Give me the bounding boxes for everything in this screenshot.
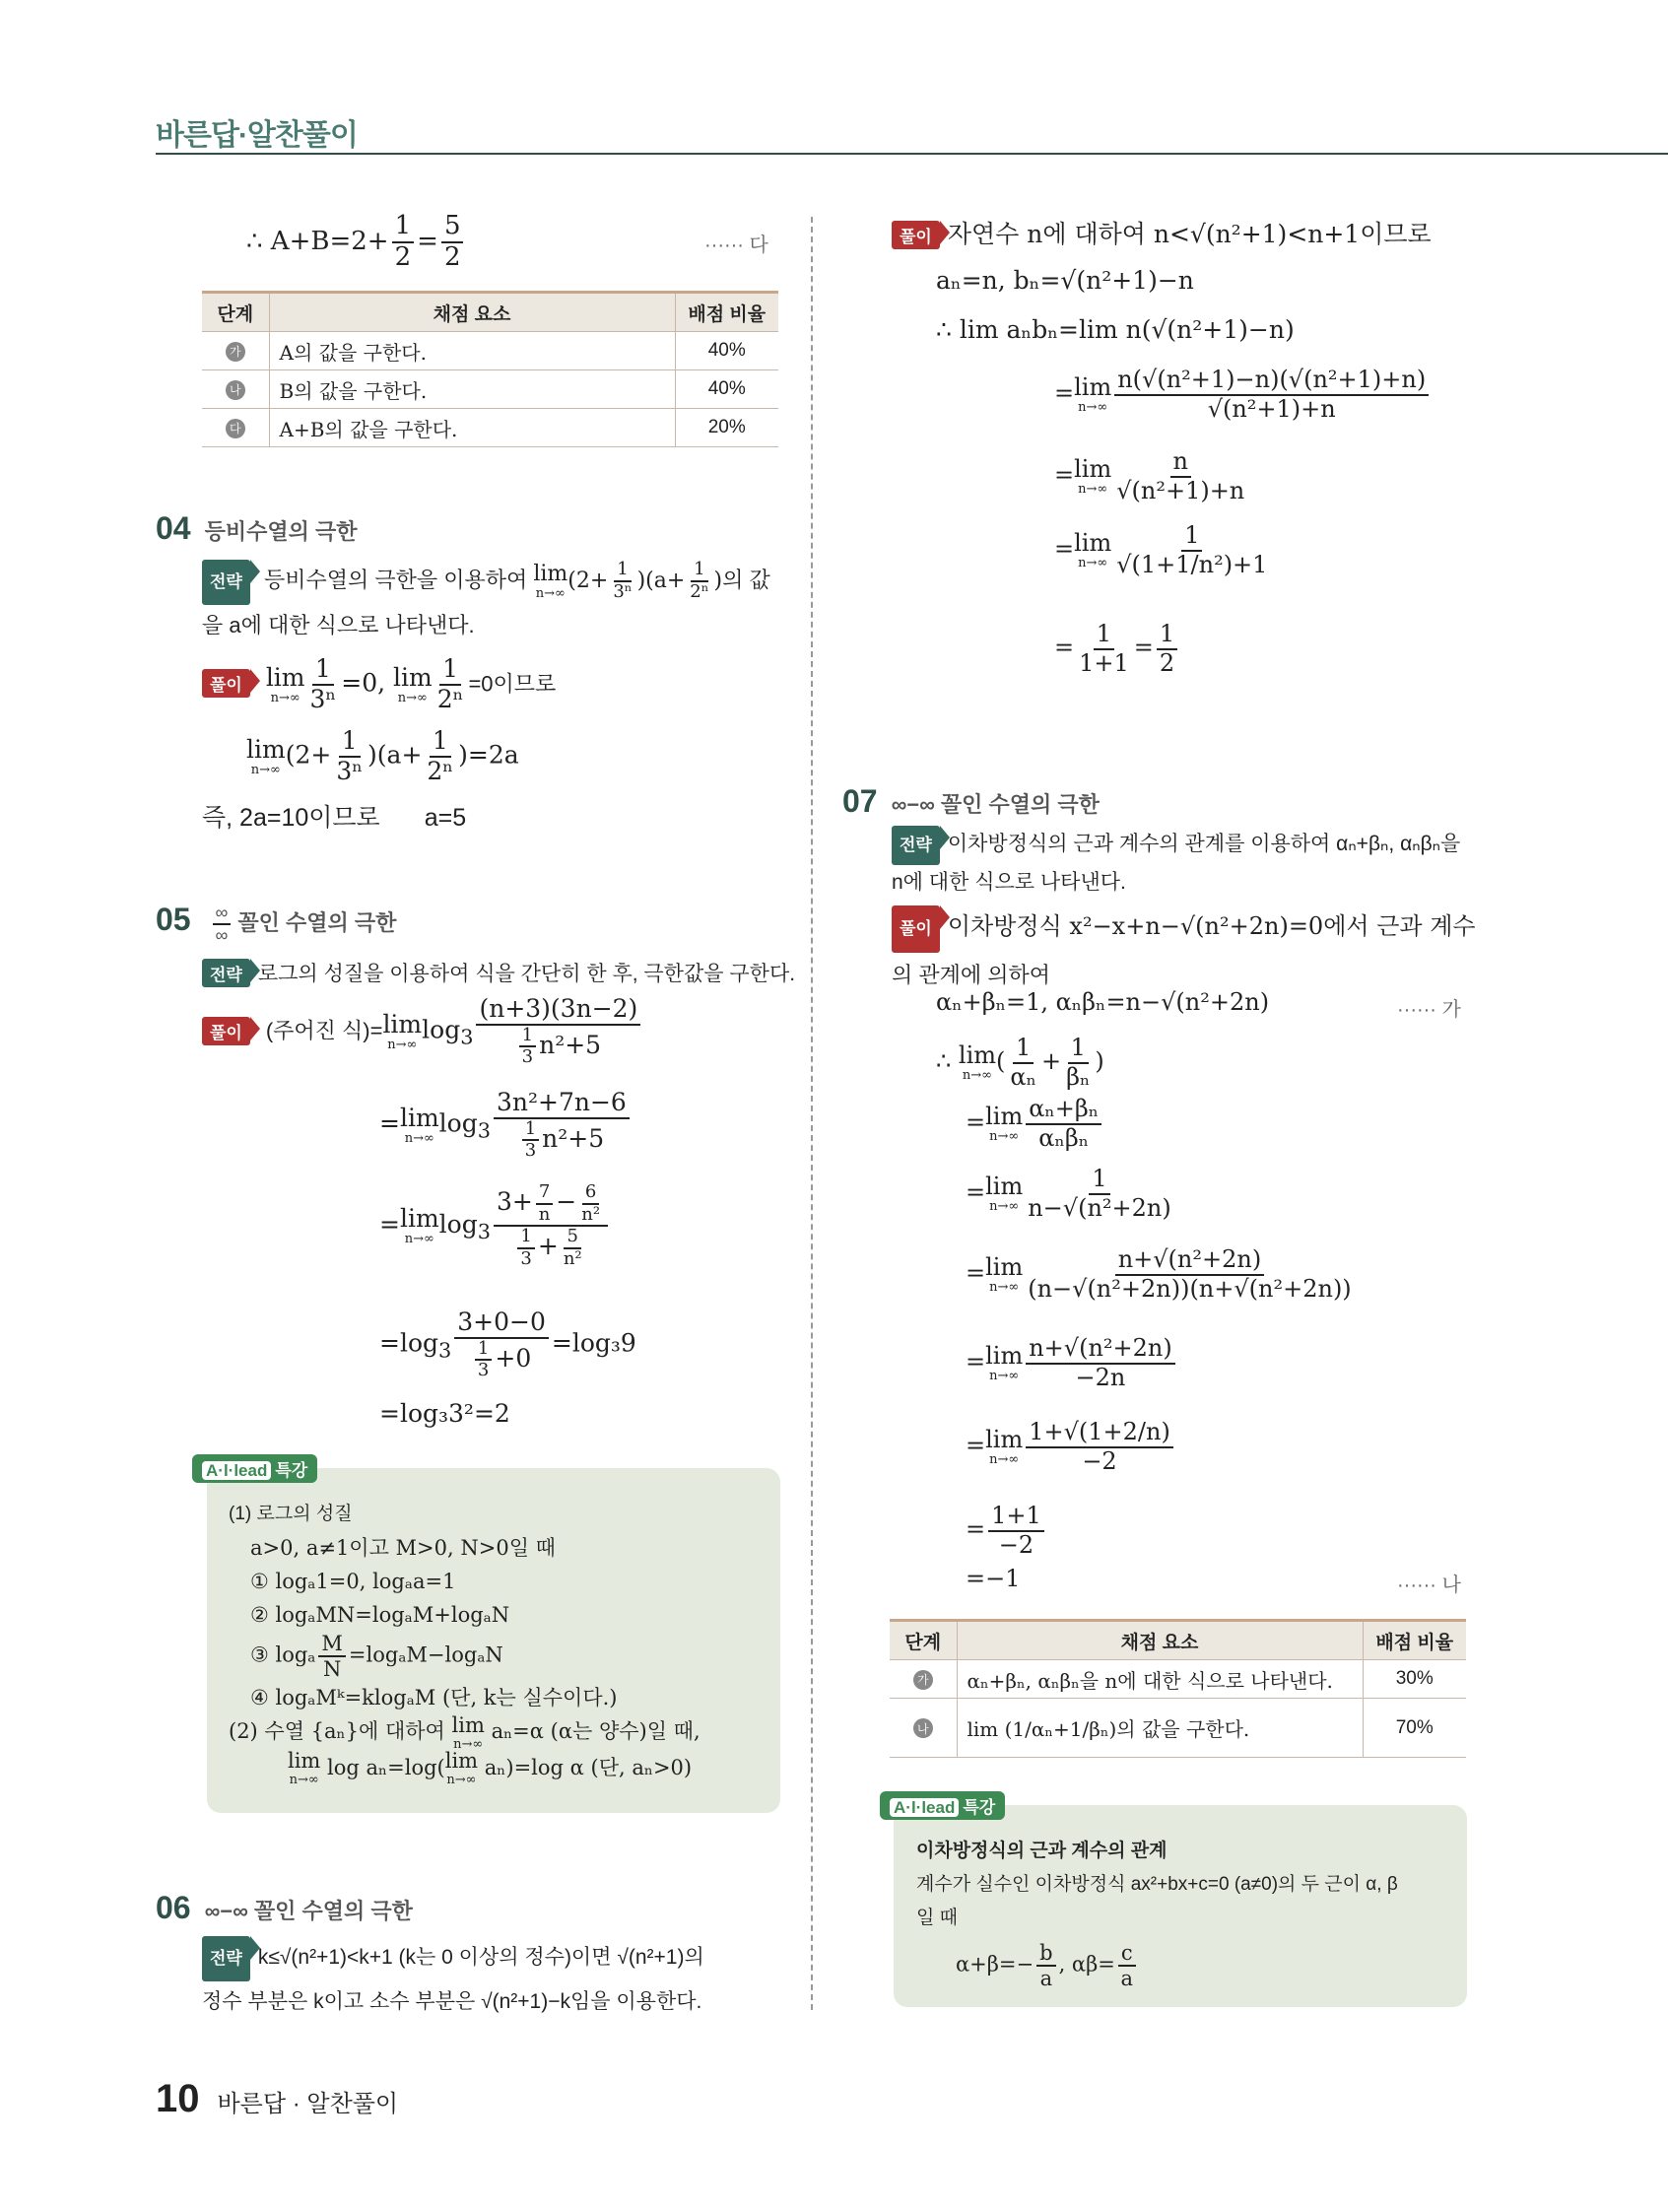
section-06-sol-4: =lim n→∞ $\frac{\text{n(√(n²+1)−n)(√(n²+1)+n)}}{\text{√(n²+1)+n}}$ bbox=[1054, 367, 1432, 423]
table-row bbox=[890, 1699, 1466, 1758]
table-cell: A의 값을 구한다. bbox=[269, 332, 675, 370]
col-pct: 배점 비율 bbox=[1363, 1621, 1466, 1660]
section-07-e2: =lim n→∞ $\frac{1}{\text{n−√(n²+2n)}}$ bbox=[966, 1165, 1171, 1222]
tip-content-roots: 이차방정식의 근과 계수의 관계 계수가 실수인 이차방정식 ax²+bx+c=0 (a≠0)의 두 근이 α, β 일 때 α+β=− $\frac{b}{a}$ , αβ= $\frac{c}{a}$ bbox=[916, 1841, 1398, 1991]
section-04-sol-3: 즉, 2a=10이므로 a=5 bbox=[202, 804, 467, 832]
section-04-sol-2: lim n→∞ (2+ $\frac{1}{\text{3ⁿ}}$ )(a+ $\frac{1}{\text{2ⁿ}}$ )=2a bbox=[246, 726, 519, 785]
section-04-heading bbox=[156, 510, 357, 547]
section-06-sol-2: aₙ=n, bₙ=√(n²+1)−n bbox=[936, 266, 1194, 295]
section-07-sol-2: αₙ+βₙ=1, αₙβₙ=n−√(n²+2n) bbox=[936, 988, 1270, 1016]
strategy-tag: 전략 bbox=[892, 826, 940, 865]
section-title: 등비수열의 극한 bbox=[204, 519, 358, 544]
section-05-sol-4: $=\log_3$ 3+0−0 $\frac{1}{3}$ +0 =log₃9 bbox=[379, 1307, 636, 1381]
step-circle: 가 bbox=[226, 342, 245, 362]
step-marker-na: ······ 나 bbox=[1397, 1575, 1461, 1596]
table-row bbox=[202, 370, 778, 409]
tip-label: A·l·lead 특강 bbox=[880, 1791, 1005, 1820]
col-item: 채점 요소 bbox=[957, 1621, 1363, 1660]
section-06-sol-7: = $\frac{1}{1+1}$ = $\frac{1}{2}$ bbox=[1054, 621, 1180, 677]
table-cell: 40% bbox=[675, 370, 778, 409]
step-circle: 가 bbox=[913, 1670, 933, 1690]
section-05-sol-3: =lim n→∞ $\log_3$ 3+ $\frac{7}{n}$ − $\frac{6}{\text{n²}}$ $\frac{1}{3}$ + $\frac{5}{\text{n²}}$ bbox=[379, 1182, 611, 1270]
header-rule bbox=[156, 153, 1668, 155]
section-06-heading bbox=[156, 1890, 413, 1926]
table-cell: 40% bbox=[675, 332, 778, 370]
table-cell: 20% bbox=[675, 409, 778, 447]
table-row bbox=[890, 1660, 1466, 1699]
table-cell: αₙ+βₙ, αₙβₙ을 n에 대한 식으로 나타낸다. bbox=[957, 1660, 1363, 1699]
solution-tag: 풀이 bbox=[202, 669, 250, 698]
column-divider bbox=[811, 217, 813, 2010]
step-marker-ga: ······ 가 bbox=[1397, 999, 1461, 1021]
strategy-tag: 전략 bbox=[202, 1936, 250, 1981]
section-04-strategy: 전략 등비수열의 극한을 이용하여 lim n→∞ (2+ $\frac{1}{\text{3ⁿ}}$ )(a+ $\frac{1}{\text{2ⁿ}}$ )의 값 을 a에 대한 식으로 나타낸다. bbox=[202, 559, 770, 637]
strategy-formula: lim n→∞ (2+ $\frac{1}{\text{3ⁿ}}$ )(a+ $\frac{1}{\text{2ⁿ}}$ ) bbox=[533, 559, 723, 602]
tip-content-log: (1) 로그의 성질 a>0, a≠1이고 M>0, N>0일 때 ① logₐ1=0, logₐa=1 ② logₐMN=logₐM+logₐN ③ logₐ $\frac{M}{N}$ =logₐM−logₐN ④ logₐMᵏ=klogₐM (단, k는 실수이다.) (2) 수열 {aₙ}에 대하여 lim n→∞ aₙ=α (α는 양수)일 때, lim n→∞ log aₙ=log(lim n→∞ aₙ)=log α (단, aₙ>0) bbox=[229, 1504, 701, 1788]
section-07-e4: =lim n→∞ $\frac{\text{n+√(n²+2n)}}{-2n}$ bbox=[966, 1335, 1178, 1391]
solution-tag: 풀이 bbox=[892, 221, 940, 249]
section-06-sol-6: =lim n→∞ $\frac{1}{\text{√(1+1/n²)+1}}$ bbox=[1054, 521, 1268, 578]
section-07-sol-1: 풀이 이차방정식 x²−x+n−√(n²+2n)=0에서 근과 계수 의 관계에 의하여 bbox=[892, 905, 1483, 997]
section-number: 05 bbox=[156, 902, 191, 937]
section-05-strategy: 전략 로그의 성질을 이용하여 식을 간단히 한 후, 극한값을 구한다. bbox=[202, 958, 795, 987]
solution-tag: 풀이 bbox=[202, 1017, 250, 1045]
section-06-strategy: 전략 k≤√(n²+1)<k+1 (k는 0 이상의 정수)이면 √(n²+1)의 정수 부분은 k이고 소수 부분은 √(n²+1)−k임을 이용한다. bbox=[202, 1936, 793, 2023]
grading-table-1 bbox=[202, 291, 778, 447]
table-cell: B의 값을 구한다. bbox=[269, 370, 675, 409]
col-pct: 배점 비율 bbox=[675, 293, 778, 332]
strategy-tag: 전략 bbox=[202, 959, 250, 987]
header-title: 바른답·알찬풀이 bbox=[156, 119, 358, 152]
table-header-row bbox=[890, 1621, 1466, 1660]
section-05-sol-5: =log₃3²=2 bbox=[379, 1399, 510, 1428]
section-07-strategy: 전략 이차방정식의 근과 계수의 관계를 이용하여 αₙ+βₙ, αₙβₙ을 n에 대한 식으로 나타낸다. bbox=[892, 826, 1483, 901]
solution-tag: 풀이 bbox=[892, 905, 940, 953]
section-07-e1: =lim n→∞ $\frac{\text{αₙ+βₙ}}{\text{αₙβₙ}}$ bbox=[966, 1096, 1104, 1152]
section-05-heading bbox=[156, 902, 396, 945]
section-07-e6: = $\frac{1+1}{-2}$ bbox=[966, 1503, 1047, 1559]
step-marker-da: ······ 다 bbox=[704, 235, 768, 256]
table-cell: 30% bbox=[1363, 1660, 1466, 1699]
section-number: 07 bbox=[842, 783, 878, 819]
section-07-heading bbox=[842, 783, 1100, 820]
table-row bbox=[202, 409, 778, 447]
step-circle: 나 bbox=[913, 1718, 933, 1738]
section-04-sol-1: 풀이 lim n→∞ $\frac{1}{\text{3ⁿ}}$ =0, lim n→∞ $\frac{1}{\text{2ⁿ}}$ =0이므로 bbox=[202, 655, 556, 714]
tip-label: A·l·lead 특강 bbox=[192, 1454, 317, 1483]
step-circle: 나 bbox=[226, 380, 245, 400]
table-cell: 70% bbox=[1363, 1699, 1466, 1758]
section-07-e3: =lim n→∞ $\frac{\text{n+√(n²+2n)}}{\text{(n−√(n²+2n))(n+√(n²+2n))}}$ bbox=[966, 1245, 1352, 1303]
section-06-sol-3: ∴ lim aₙbₙ=lim n(√(n²+1)−n) bbox=[936, 315, 1295, 344]
section-title: ∞−∞ 꼴인 수열의 극한 bbox=[891, 792, 1100, 817]
section-title: ∞−∞ 꼴인 수열의 극한 bbox=[204, 1899, 413, 1923]
table-row bbox=[202, 332, 778, 370]
page-number: 10 bbox=[156, 2077, 200, 2120]
section-07-e7: =−1 bbox=[966, 1565, 1021, 1592]
section-05-sol-2: =lim n→∞ $\log_3$ 3n²+7n−6 $\frac{1}{3}$ n²+5 bbox=[379, 1089, 633, 1162]
section-06-sol-5: =lim n→∞ $\frac{n}{\text{√(n²+1)+n}}$ bbox=[1054, 447, 1245, 504]
sum-equation: ∴ A+B=2+ $\frac{1}{2}$ = $\frac{5}{2}$ bbox=[246, 212, 466, 273]
footer bbox=[156, 2077, 398, 2121]
col-item: 채점 요소 bbox=[269, 293, 675, 332]
col-step: 단계 bbox=[890, 1621, 957, 1660]
table-cell: A+B의 값을 구한다. bbox=[269, 409, 675, 447]
section-05-sol-1: 풀이 (주어진 식)=lim n→∞ $\log_3$ (n+3)(3n−2) $\frac{1}{3}$ n²+5 bbox=[202, 995, 643, 1068]
section-number: 06 bbox=[156, 1890, 191, 1925]
strategy-tag: 전략 bbox=[202, 560, 250, 605]
footer-title: 바른답 · 알찬풀이 bbox=[217, 2091, 399, 2117]
inf-over-inf: $\frac{\infty}{\infty}$ bbox=[213, 903, 232, 945]
section-06-sol-1: 풀이 자연수 n에 대하여 n<√(n²+1)<n+1이므로 bbox=[892, 215, 1432, 250]
section-07-e5: =lim n→∞ $\frac{1+√(1+2/n)}{-2}$ bbox=[966, 1419, 1176, 1475]
table-header-row bbox=[202, 293, 778, 332]
section-07-lim-start: ∴ lim n→∞ ( $\frac{1}{\text{αₙ}}$ + $\frac{1}{\text{βₙ}}$ ) bbox=[936, 1034, 1104, 1091]
section-number: 04 bbox=[156, 510, 191, 546]
col-step: 단계 bbox=[202, 293, 269, 332]
section-title: 꼴인 수열의 극한 bbox=[237, 910, 397, 935]
step-circle: 다 bbox=[226, 419, 245, 438]
grading-table-2 bbox=[890, 1619, 1466, 1758]
table-cell: lim (1/αₙ+1/βₙ)의 값을 구한다. bbox=[957, 1699, 1363, 1758]
